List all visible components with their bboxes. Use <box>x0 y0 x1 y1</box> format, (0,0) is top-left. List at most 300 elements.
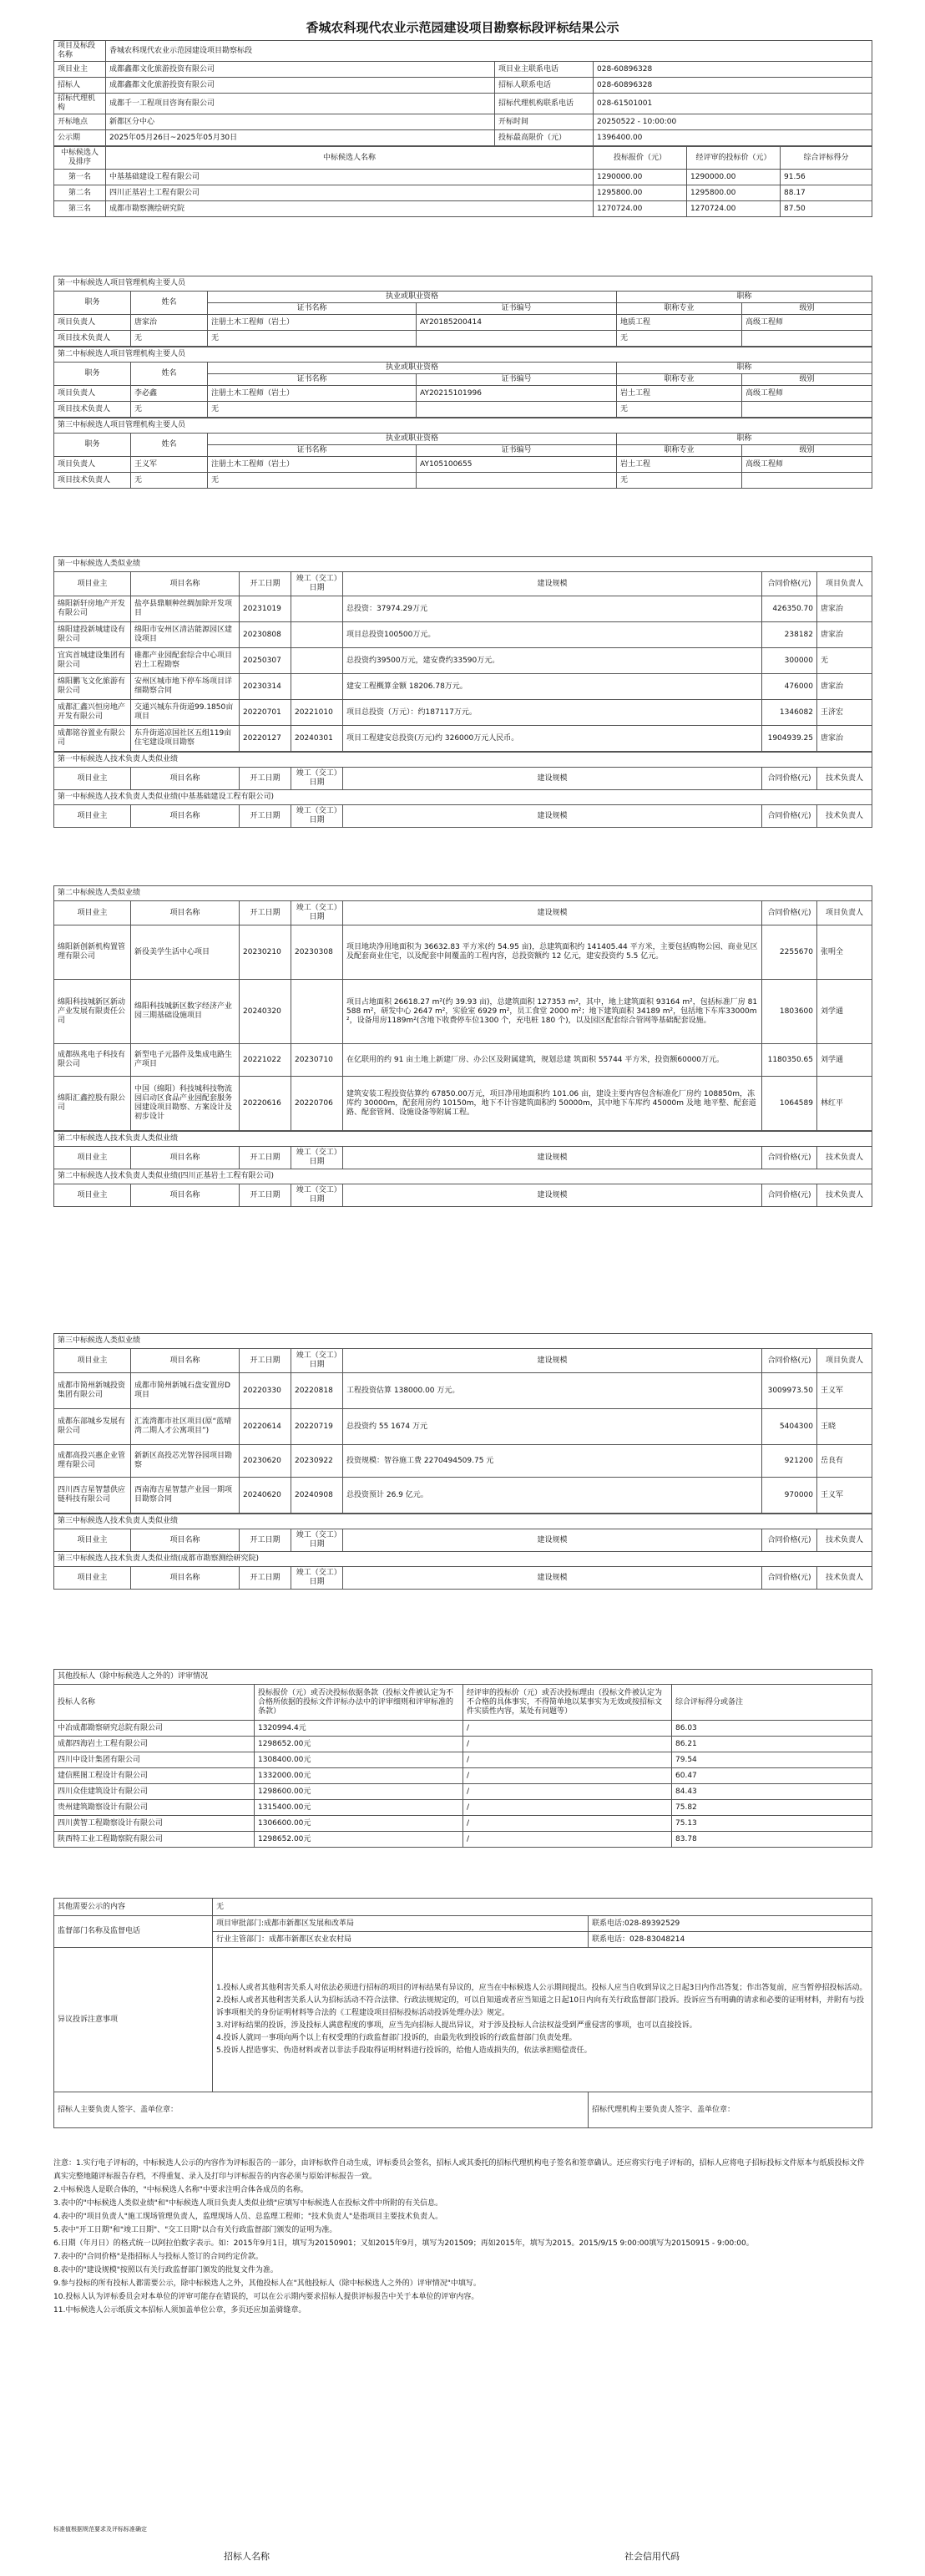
col-header: 合同价格(元) <box>762 1184 817 1207</box>
table-row <box>54 1768 872 1784</box>
cell: 1803600 <box>762 980 817 1044</box>
cell <box>742 402 872 418</box>
cell <box>291 596 343 622</box>
col-header: 项目业主 <box>54 768 131 790</box>
cell: 高级工程师 <box>742 457 872 473</box>
cell: 唐家治 <box>817 726 872 752</box>
col-header: 投标报价（元） <box>594 147 687 170</box>
cell: 宜宾首城建设集团有限公司 <box>54 648 131 674</box>
cell: 1298600.00元 <box>255 1784 463 1800</box>
col-header: 职称专业 <box>617 374 742 386</box>
cell: 项目负责人 <box>54 457 131 473</box>
cell: 张明全 <box>817 925 872 980</box>
col-header: 建设规模 <box>343 1184 762 1207</box>
section-caption: 第三中标候选人项目管理机构主要人员 <box>54 418 872 434</box>
cell <box>417 402 617 418</box>
cell <box>291 622 343 648</box>
cell: 绵阳汇鑫控股有限公司 <box>54 1077 131 1131</box>
cell: 20220127 <box>240 726 291 752</box>
note-line: 10.投标人认为评标委员会对本单位的评审可能存在错误的，可以在公示期内要求招标人提供评标报告中关于本单位的评审内容。 <box>53 2293 479 2301</box>
text-line: 5.投诉人捏造事实、伪造材料或者以非法手段取得证明材料进行投诉的，给他人造成损失的，依法承担赔偿责任。 <box>216 2046 592 2055</box>
cell: 20231019 <box>240 596 291 622</box>
cell: 第三名 <box>54 201 106 217</box>
cell: 86.21 <box>672 1737 872 1752</box>
cell: 无 <box>208 331 417 347</box>
cell: 新新区高投芯光智谷园项目勘察 <box>131 1445 240 1478</box>
col-header: 执业或职业资格 <box>208 434 617 445</box>
cell: 75.82 <box>672 1800 872 1816</box>
cell: 无 <box>131 402 208 418</box>
text-line: 1.投标人或者其他利害关系人对依法必须进行招标的项目的评标结果有异议的，应当在中标候选人公示期间提出。投标人应当自收到异议之日起3日内作出答复；作出答复前，应当暂停招投标活动。 <box>216 1984 867 1992</box>
cell: AY105100655 <box>417 457 617 473</box>
cell: 20230620 <box>240 1445 291 1478</box>
cell: 贵州建筑勘察设计有限公司 <box>54 1800 255 1816</box>
objection-text <box>213 1948 872 2092</box>
cell: 20230710 <box>291 1044 343 1077</box>
col-header: 项目业主 <box>54 572 131 596</box>
cell: 83.78 <box>672 1832 872 1848</box>
cell: 无 <box>617 331 742 347</box>
col-header: 证书编号 <box>417 445 617 457</box>
cell: 交通兴城东升街道99.1850亩项目 <box>131 700 240 726</box>
table-row <box>54 1373 872 1409</box>
col-header: 技术负责人 <box>817 1529 872 1552</box>
value: 香城农科现代农业示范园建设项目勘察标段 <box>106 41 872 62</box>
cell: 项目负责人 <box>54 386 131 402</box>
text-line: 4.投诉人就同一事项向两个以上有权受理的行政监督部门投诉的，由最先收到投诉的行政监督部门负责处理。 <box>216 2034 577 2042</box>
col-header: 中标候选人及排序 <box>54 147 106 170</box>
col-header: 投标人名称 <box>54 1685 255 1721</box>
col-header: 合同价格(元) <box>762 768 817 790</box>
footer-tenderer: 招标人名称 <box>224 2551 270 2562</box>
table-row <box>54 980 872 1044</box>
table-row <box>54 1737 872 1752</box>
table-row <box>54 315 872 331</box>
cell: 绵阳市安州区清洁能源园区建设项目 <box>131 622 240 648</box>
col-header: 建设规模 <box>343 805 762 828</box>
value: 行业主管部门：成都市新都区农业农村局 <box>213 1932 589 1948</box>
cell: 建安工程概算金额 18206.78万元。 <box>343 674 762 700</box>
cell: 20221010 <box>291 700 343 726</box>
cell: 20220818 <box>291 1373 343 1409</box>
col-header: 项目业主 <box>54 1349 131 1373</box>
col-header: 竣工（交工）日期 <box>291 572 343 596</box>
cell: / <box>463 1800 672 1816</box>
col-header: 开工日期 <box>240 805 291 828</box>
cell: 盐亭县鼎顺种丝绸加除开发项目 <box>131 596 240 622</box>
cell: 项目技术负责人 <box>54 473 131 489</box>
value: 联系电话：028-83048214 <box>589 1932 872 1948</box>
table-row <box>54 1816 872 1832</box>
note-line: 4.表中的"项目负责人"施工现场管理负责人，监理现场人员、总监理工程师；"技术负责人"是指项目主要技术负责人。 <box>53 2213 443 2221</box>
section-caption: 第二中标候选人技术负责人类似业绩(四川正基岩土工程有限公司) <box>54 1169 872 1184</box>
table-row <box>54 1409 872 1445</box>
col-header: 综合评标得分或备注 <box>672 1685 872 1721</box>
cell: 注册土木工程师（岩土） <box>208 315 417 331</box>
value: 028-61501001 <box>594 94 872 114</box>
col-header: 合同价格(元) <box>762 901 817 925</box>
value: 028-60896328 <box>594 78 872 94</box>
col-header: 项目负责人 <box>817 901 872 925</box>
cell: 无 <box>617 473 742 489</box>
col-header: 经评审的投标价（元）或否决投标理由（投标文件被认定为不合格的具体事实，不得简单地以某事实为无效或按招标文件实质性内容，某处有问题等） <box>463 1685 672 1721</box>
table-row <box>54 402 872 418</box>
cell: / <box>463 1832 672 1848</box>
label: 招标人联系电话 <box>495 78 594 94</box>
section-caption: 第一中标候选人项目管理机构主要人员 <box>54 276 872 292</box>
section-caption: 其他投标人（除中标候选人之外的）评审情况 <box>54 1670 872 1685</box>
col-header: 职务 <box>54 292 131 315</box>
cell: 四川黄智工程勘察设计有限公司 <box>54 1816 255 1832</box>
cell: 注册土木工程师（岩土） <box>208 457 417 473</box>
note-line: 2.中标候选人是联合体的，"中标候选人名称"中要求注明合体各成员的名称。 <box>53 2186 308 2194</box>
label: 投标最高限价（元） <box>495 130 594 146</box>
col-header: 竣工（交工）日期 <box>291 1567 343 1590</box>
cell: 无 <box>817 648 872 674</box>
cell: / <box>463 1784 672 1800</box>
table-row <box>54 1077 872 1131</box>
cell: 20220706 <box>291 1077 343 1131</box>
table-row <box>54 185 872 201</box>
col-header: 项目名称 <box>131 805 240 828</box>
col-header: 项目名称 <box>131 1349 240 1373</box>
col-header: 建设规模 <box>343 768 762 790</box>
cell: / <box>463 1768 672 1784</box>
col-header: 职务 <box>54 363 131 386</box>
cell: 岩土工程 <box>617 386 742 402</box>
col-header: 姓名 <box>131 363 208 386</box>
cell: 20220330 <box>240 1373 291 1409</box>
cell: / <box>463 1816 672 1832</box>
value: 成都鑫都文化旅游投资有限公司 <box>106 78 495 94</box>
cell: 成都汇鑫兴恒房地产开发有限公司 <box>54 700 131 726</box>
col-header: 中标候选人名称 <box>106 147 594 170</box>
col-header: 竣工（交工）日期 <box>291 768 343 790</box>
table-row <box>54 1445 872 1478</box>
cell: 20220701 <box>240 700 291 726</box>
col-header: 竣工（交工）日期 <box>291 1147 343 1169</box>
text-line: 2.投标人或者其他利害关系人认为招标活动不符合法律、行政法规规定的，可以自知道或者应当知道之日起10日内向有关行政监督部门投诉。投诉应当有明确的请求和必要的证明材料，并附有与投诉事项相关的身份证明材料等合法的《工程建设项目招标投标活动投诉处理办法》规定。 <box>216 1996 865 2017</box>
label: 公示期 <box>54 130 106 146</box>
col-header: 项目负责人 <box>817 1349 872 1373</box>
col-header: 合同价格(元) <box>762 1529 817 1552</box>
cell: 建筑安装工程投资估算约 67850.00万元，项目净用地面积约 101.06 亩，建设主要内容包含标准化厂房约 108850m，冻库约 30000m，配套用房约 10150m，地下不计容建筑面积约 50000m，其中地下车库约 45000m 及地 地平整、配套道路、配套管网、设施设备等附属工程。 <box>343 1077 762 1131</box>
col-header: 项目名称 <box>131 1147 240 1169</box>
note-line: 6.日期（年月日）的格式统一以阿拉伯数字表示。如：2015年9月1日，填写为20150901；又如2015年9月，填写为201509；再如2015年，填写为2015。2015/9/15 9:00:00填写为20150915 - 9:00:00。 <box>53 2239 754 2248</box>
cell: 20250307 <box>240 648 291 674</box>
cell: 无 <box>131 331 208 347</box>
table-row <box>54 1752 872 1768</box>
cell: 唐家治 <box>131 315 208 331</box>
col-header: 项目业主 <box>54 1567 131 1590</box>
cell: 李必鑫 <box>131 386 208 402</box>
table-row <box>54 1478 872 1514</box>
cell: 5404300 <box>762 1409 817 1445</box>
cell: 总投资约 55 1674 万元 <box>343 1409 762 1445</box>
col-header: 建设规模 <box>343 1567 762 1590</box>
cell: 成都四海岩土工程有限公司 <box>54 1737 255 1752</box>
cell: 1298652.00元 <box>255 1832 463 1848</box>
cell: 86.03 <box>672 1721 872 1737</box>
cell: 87.50 <box>781 201 872 217</box>
note-line: 9.参与投标的所有投标人都需要公示，除中标候选人之外，其他投标人在"其他投标人（除中标候选人之外的）评审情况"中填写。 <box>53 2279 481 2288</box>
cell: 成都市简州新城投资集团有限公司 <box>54 1373 131 1409</box>
table-row <box>54 457 872 473</box>
col-header: 合同价格(元) <box>762 1567 817 1590</box>
cell <box>417 473 617 489</box>
table-row <box>54 201 872 217</box>
cell: 王义军 <box>131 457 208 473</box>
col-header: 项目业主 <box>54 1184 131 1207</box>
cell: 238182 <box>762 622 817 648</box>
footer-credit: 社会信用代码 <box>624 2551 680 2562</box>
table-row <box>54 1044 872 1077</box>
cell: 成都市简州新城石盘安置房D项目 <box>131 1373 240 1409</box>
cell <box>291 674 343 700</box>
table-row <box>54 596 872 622</box>
table-row <box>54 700 872 726</box>
col-header: 技术负责人 <box>817 768 872 790</box>
note-line: 3.表中的"中标候选人类似业绩"和"中标候选人项目负责人类似业绩"应填写中标候选人在投标文件中所附的有关信息。 <box>53 2199 443 2208</box>
cell: AY20215101996 <box>417 386 617 402</box>
col-header: 开工日期 <box>240 1529 291 1552</box>
cell: 84.43 <box>672 1784 872 1800</box>
cell: 王义军 <box>817 1373 872 1409</box>
col-header: 证书编号 <box>417 303 617 315</box>
label: 开标时间 <box>495 114 594 130</box>
col-header: 项目业主 <box>54 805 131 828</box>
label: 项目业主 <box>54 62 106 78</box>
col-header: 项目业主 <box>54 1147 131 1169</box>
cell: 20220616 <box>240 1077 291 1131</box>
col-header: 项目名称 <box>131 1184 240 1207</box>
table-row <box>54 1832 872 1848</box>
cell: 无 <box>208 402 417 418</box>
cell: 成都高投兴惠企业管理有限公司 <box>54 1445 131 1478</box>
col-header: 职称 <box>617 363 872 374</box>
col-header: 职务 <box>54 434 131 457</box>
col-header: 开工日期 <box>240 1147 291 1169</box>
table-row <box>54 1800 872 1816</box>
cell: 项目总投资（万元）：约187117万元。 <box>343 700 762 726</box>
perf3-section <box>53 1333 872 1590</box>
table-row <box>54 331 872 347</box>
text-line: 3.对评标结果的投诉，涉及投标人满意程度的事项，应当先向招标人提出异议，对于涉及投标人合法权益受到严重侵害的事项，也可以直接投诉。 <box>216 2021 697 2030</box>
cell: 中冶成都勘察研究总院有限公司 <box>54 1721 255 1737</box>
col-header: 证书名称 <box>208 374 417 386</box>
cell: 绵阳新创新机构置管理有限公司 <box>54 925 131 980</box>
cell: 安州区城市地下停车场项目详细勘察合同 <box>131 674 240 700</box>
cell: 总投资约39500万元，建安费约33590万元。 <box>343 648 762 674</box>
cell: 四川众佳建筑设计有限公司 <box>54 1784 255 1800</box>
note-line: 7.表中的"合同价格"是指招标人与投标人签订的合同约定价款。 <box>53 2253 263 2261</box>
cell: 总投资预计 26.9 亿元。 <box>343 1478 762 1514</box>
col-header: 开工日期 <box>240 901 291 925</box>
cell: 工程投资估算 138000.00 万元。 <box>343 1373 762 1409</box>
table-row <box>54 648 872 674</box>
col-header: 证书名称 <box>208 445 417 457</box>
value: 20250522 - 10:00:00 <box>594 114 872 130</box>
cell: 绵阳建投新城建设有限公司 <box>54 622 131 648</box>
cell: 绵阳科技城新区数字经济产业园三期基础设施项目 <box>131 980 240 1044</box>
note-line: 注意：1.实行电子评标的，中标候选人公示的内容作为评标报告的一部分，由评标软件自动生成，评标委员会签名，招标人或其委托的招标代理机构电子签名和签章确认。还应将实行电子评标的，招标人应将电子招标投标文件原本与纸质投标文件真实完整地随评标报告存档，不得重复、录入及打印与评标报告的内容必须与原始评标报告一致。 <box>53 2159 865 2181</box>
cell: 东升街道凉国社区五组119亩住宅建设项目勘察 <box>131 726 240 752</box>
page-title: 香城农科现代农业示范园建设项目勘察标段评标结果公示 <box>306 20 619 35</box>
cell: 1346082 <box>762 700 817 726</box>
section-caption: 第二中标候选人项目管理机构主要人员 <box>54 347 872 363</box>
value: 联系电话:028-89392529 <box>589 1916 872 1932</box>
col-header: 合同价格(元) <box>762 1349 817 1373</box>
col-header: 级别 <box>742 374 872 386</box>
col-header: 项目负责人 <box>817 572 872 596</box>
cell: / <box>463 1752 672 1768</box>
cell: 1320994.4元 <box>255 1721 463 1737</box>
col-header: 竣工（交工）日期 <box>291 805 343 828</box>
cell: 1298652.00元 <box>255 1737 463 1752</box>
section-caption: 第二中标候选人类似业绩 <box>54 886 872 901</box>
cell: 20230210 <box>240 925 291 980</box>
cell: 426350.70 <box>762 596 817 622</box>
notes <box>53 2157 872 2317</box>
section-caption: 第三中标候选人类似业绩 <box>54 1334 872 1349</box>
cell: 项目技术负责人 <box>54 331 131 347</box>
label: 项目及标段名称 <box>54 41 106 62</box>
table-row <box>54 170 872 185</box>
cell: 四川西吉星智慧供应链科技有限公司 <box>54 1478 131 1514</box>
cell: 唐家治 <box>817 674 872 700</box>
value: 1396400.00 <box>594 130 872 146</box>
cell: 1315400.00元 <box>255 1800 463 1816</box>
note-line: 8.表中的"建设规模"按照以有关行政监督部门颁发的批复文件为准。 <box>53 2266 278 2274</box>
cell: / <box>463 1721 672 1737</box>
cell: 2255670 <box>762 925 817 980</box>
cell: 无 <box>617 402 742 418</box>
cell: 中基基础建设工程有限公司 <box>106 170 594 185</box>
cell: 高级工程师 <box>742 386 872 402</box>
col-header: 综合评标得分 <box>781 147 872 170</box>
col-header: 项目业主 <box>54 1529 131 1552</box>
cell <box>291 980 343 1044</box>
col-header: 执业或职业资格 <box>208 292 617 303</box>
cell: 88.17 <box>781 185 872 201</box>
table-row <box>54 1721 872 1737</box>
cell: 唐家治 <box>817 596 872 622</box>
value: 新都区分中心 <box>106 114 495 130</box>
cell: 20240320 <box>240 980 291 1044</box>
col-header: 建设规模 <box>343 901 762 925</box>
cell: 20240301 <box>291 726 343 752</box>
cell <box>742 473 872 489</box>
cell: 总投资：37974.29万元 <box>343 596 762 622</box>
cell: 20220719 <box>291 1409 343 1445</box>
cell <box>291 648 343 674</box>
table-row <box>54 622 872 648</box>
cell: 项目负责人 <box>54 315 131 331</box>
cell: 四川中设计集团有限公司 <box>54 1752 255 1768</box>
section-caption: 第一中标候选人类似业绩 <box>54 557 872 572</box>
cell: 岳良有 <box>817 1445 872 1478</box>
cell: 新型电子元器件及集成电路生产项目 <box>131 1044 240 1077</box>
col-header: 合同价格(元) <box>762 805 817 828</box>
cell: 1904939.25 <box>762 726 817 752</box>
col-header: 竣工（交工）日期 <box>291 1529 343 1552</box>
col-header: 竣工（交工）日期 <box>291 1349 343 1373</box>
cell: 注册土木工程师（岩土） <box>208 386 417 402</box>
cell: 20230314 <box>240 674 291 700</box>
cell: 新役美学生活中心项目 <box>131 925 240 980</box>
section-caption: 第二中标候选人技术负责人类似业绩 <box>54 1132 872 1147</box>
col-header: 姓名 <box>131 292 208 315</box>
col-header: 建设规模 <box>343 1349 762 1373</box>
perf1-section <box>53 556 872 828</box>
cell: 20230308 <box>291 925 343 980</box>
label: 招标人 <box>54 78 106 94</box>
objection-section <box>53 1898 872 2128</box>
cell: 王晓 <box>817 1409 872 1445</box>
cell: 60.47 <box>672 1768 872 1784</box>
col-header: 投标报价（元）或否决投标依据条款（投标文件被认定为不合格所依据的投标文件评标办法中的评审细则和评审标准的条款） <box>255 1685 463 1721</box>
note-line: 11.中标候选人公示纸质文本招标人须加盖单位公章，多页还应加盖骑缝章。 <box>53 2306 306 2315</box>
cell: 林红平 <box>817 1077 872 1131</box>
cell: 1290000.00 <box>687 170 781 185</box>
col-header: 竣工（交工）日期 <box>291 1184 343 1207</box>
perf2-section <box>53 885 872 1207</box>
cell: 20240908 <box>291 1478 343 1514</box>
cell: 刘学通 <box>817 980 872 1044</box>
cell: 岩土工程 <box>617 457 742 473</box>
cell: 1295800.00 <box>594 185 687 201</box>
col-header: 项目名称 <box>131 1567 240 1590</box>
col-header: 项目名称 <box>131 1529 240 1552</box>
section-caption: 第一中标候选人技术负责人类似业绩(中基基础建设工程有限公司) <box>54 790 872 805</box>
table-row <box>54 1784 872 1800</box>
cell: 在亿联用的约 91 亩土地上新建厂房、办公区及附属建筑，规划总建 筑面积 55744 平方米，投资额60000万元。 <box>343 1044 762 1077</box>
value: 无 <box>213 1899 872 1916</box>
col-header: 项目名称 <box>131 768 240 790</box>
col-header: 开工日期 <box>240 1184 291 1207</box>
cell: 1306600.00元 <box>255 1816 463 1832</box>
cell: 项目占地面积 26618.27 m²(约 39.93 亩)，总建筑面积 127353 m²，其中，地上建筑面积 93164 m²，包括标准厂房 81588 m²，研发中心 2647 m²，实验室 6929 m²，员工食堂 2000 m²；地下建筑面积 34189 m²，包括地下车库33000m²，设备用房1189m²(含地下收费停车位1300 个，充电桩 180 个)，以及园区配套综合管网等基础配套设施。 <box>343 980 762 1044</box>
cell: 项目总投资100500万元。 <box>343 622 762 648</box>
col-header: 技术负责人 <box>817 1184 872 1207</box>
cell: 91.56 <box>781 170 872 185</box>
col-header: 合同价格(元) <box>762 1147 817 1169</box>
footer <box>53 2524 872 2533</box>
cell: 无 <box>208 473 417 489</box>
cell: 成都市勘察测绘研究院 <box>106 201 594 217</box>
cell: 1270724.00 <box>687 201 781 217</box>
col-header: 技术负责人 <box>817 1147 872 1169</box>
col-header: 建设规模 <box>343 1529 762 1552</box>
cell: 20230922 <box>291 1445 343 1478</box>
cell: 成都东部城乡发展有限公司 <box>54 1409 131 1445</box>
cell: 20230808 <box>240 622 291 648</box>
table-row <box>54 674 872 700</box>
label: 监督部门名称及监督电话 <box>54 1916 213 1948</box>
col-header: 合同价格(元) <box>762 572 817 596</box>
footer-small: 标准值根据规范要求及评标标准确定 <box>53 2526 147 2533</box>
cell: AY20185200414 <box>417 315 617 331</box>
cell <box>742 331 872 347</box>
section-caption: 第一中标候选人技术负责人类似业绩 <box>54 753 872 768</box>
col-header: 姓名 <box>131 434 208 457</box>
col-header: 开工日期 <box>240 1567 291 1590</box>
cell: 1180350.65 <box>762 1044 817 1077</box>
cell: 75.13 <box>672 1816 872 1832</box>
cell: 西南海吉星智慧产业园一期项目勘察合同 <box>131 1478 240 1514</box>
col-header: 职称专业 <box>617 303 742 315</box>
col-header: 证书编号 <box>417 374 617 386</box>
